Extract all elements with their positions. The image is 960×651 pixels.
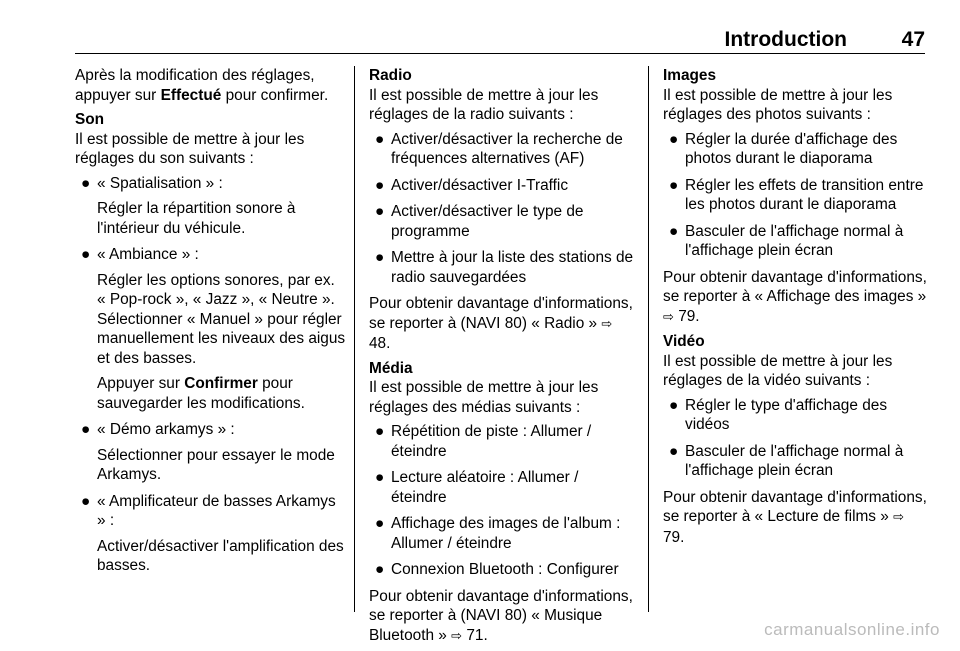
images-heading: Images xyxy=(663,67,717,84)
images-text: Il est possible de mettre à jour les réglages des photos suivants : xyxy=(663,86,893,123)
list-item: ● Activer/désactiver la recherche de fréquences alternatives (AF) xyxy=(375,130,623,167)
list-item: ● Lecture aléatoire : Allumer / éteindre xyxy=(375,469,579,506)
media-heading: Média xyxy=(369,359,413,377)
video-heading: Vidéo xyxy=(663,333,705,350)
bullet-icon: ● xyxy=(669,396,679,414)
list-item: ● Basculer de l'affichage normal à l'affichage plein écran xyxy=(669,222,904,259)
images-section xyxy=(663,66,929,125)
confirmer-label: Confirmer xyxy=(184,375,258,392)
media-text: Il est possible de mettre à jour les réglages des médias suivants : xyxy=(369,379,599,416)
media-list xyxy=(369,422,635,580)
list-item: ● « Démo arkamys » : Sélectionner pour essayer le mode Arkamys. xyxy=(81,421,335,483)
page-ref-number: 79. xyxy=(678,307,700,325)
list-item: ● « Spatialisation » : Régler la répartition sonore à l'intérieur du véhicule. xyxy=(81,174,296,237)
bullet-icon: ● xyxy=(81,174,91,192)
page-ref-number: 71. xyxy=(466,626,488,644)
list-item: ● Régler la durée d'affichage des photos durant le diaporama xyxy=(669,130,898,167)
bullet-icon: ● xyxy=(375,469,385,486)
list-item: ● Mettre à jour la liste des stations de radio sauvegardées xyxy=(375,249,634,286)
bullet-icon: ● xyxy=(375,176,385,194)
bullet-icon: ● xyxy=(375,203,385,220)
column-divider xyxy=(648,66,649,612)
bullet-icon: ● xyxy=(375,130,385,148)
column-divider xyxy=(354,66,355,612)
images-reference: Pour obtenir davantage d'informations, se reporter à « Affichage des images » ⇨ 79. xyxy=(663,268,927,325)
son-section xyxy=(75,110,347,169)
list-item: ● Activer/désactiver le type de programme xyxy=(375,203,584,240)
bullet-icon: ● xyxy=(669,176,679,194)
list-item: ● Basculer de l'affichage normal à l'affichage plein écran xyxy=(669,442,904,479)
page-ref-icon: ⇨ xyxy=(893,510,905,525)
page-ref-number: 79. xyxy=(663,528,685,546)
effectue-label: Effectué xyxy=(160,86,222,104)
list-item: ● Régler les effets de transition entre les photos durant le diaporama xyxy=(669,176,924,213)
list-item: ● Répétition de piste : Allumer / éteindre xyxy=(375,423,592,460)
page-ref-icon: ⇨ xyxy=(663,309,674,325)
bullet-icon: ● xyxy=(669,442,679,460)
bullet-icon: ● xyxy=(375,561,385,578)
bullet-icon: ● xyxy=(81,421,91,438)
radio-reference: Pour obtenir davantage d'informations, se reporter à (NAVI 80) « Radio » ⇨ 48. xyxy=(369,295,633,352)
list-item: ● « Ambiance » : Régler les options sonores, par ex. « Pop-rock », « Jazz », « Neutre ». Sélectionner « Manuel » pour régler manuellement les niveaux des aigus et des basses. Appuyer sur Confirmer pour sauvegarder les modifications. xyxy=(81,246,346,412)
bullet-icon: ● xyxy=(669,130,679,148)
media-reference: Pour obtenir davantage d'informations, se reporter à (NAVI 80) « Musique Bluetooth » ⇨ 71. xyxy=(369,587,633,644)
media-section xyxy=(369,359,635,418)
son-heading: Son xyxy=(75,111,105,128)
radio-heading: Radio xyxy=(369,67,412,84)
video-section xyxy=(663,332,929,391)
page-ref-number: 48. xyxy=(369,335,391,352)
son-text: Il est possible de mettre à jour les réglages du son suivants : xyxy=(75,130,305,167)
page-ref-icon: ⇨ xyxy=(451,628,463,644)
video-text: Il est possible de mettre à jour les réglages de la vidéo suivants : xyxy=(663,352,893,389)
video-reference: Pour obtenir davantage d'informations, se reporter à « Lecture de films » ⇨ 79. xyxy=(663,488,927,546)
column-radio-media xyxy=(369,66,635,651)
section-title: Introduction xyxy=(724,28,847,51)
list-item: ● Activer/désactiver I-Traffic xyxy=(375,176,569,194)
bullet-icon: ● xyxy=(81,246,91,263)
list-item: ● Régler le type d'affichage des vidéos xyxy=(669,396,888,433)
list-item: ● « Amplificateur de basses Arkamys » : Activer/désactiver l'amplification des basses. xyxy=(81,492,344,574)
intro-paragraph: Après la modification des réglages, appuyer sur Effectué pour confirmer. xyxy=(75,67,329,104)
list-item: ● Connexion Bluetooth : Configurer xyxy=(375,561,619,578)
radio-list xyxy=(369,130,635,288)
radio-text: Il est possible de mettre à jour les réglages de la radio suivants : xyxy=(369,86,599,123)
bullet-icon: ● xyxy=(669,222,679,240)
radio-section xyxy=(369,66,635,125)
page-number: 47 xyxy=(901,28,925,51)
page-header xyxy=(75,26,925,54)
column-son xyxy=(75,66,347,583)
header-rule xyxy=(75,53,925,54)
column-images-video xyxy=(663,66,929,552)
images-list xyxy=(663,130,929,261)
watermark: carmanualsonline.info xyxy=(764,620,940,639)
list-item: ● Affichage des images de l'album : Allumer / éteindre xyxy=(375,515,621,552)
son-list xyxy=(75,174,347,576)
bullet-icon: ● xyxy=(81,492,91,510)
video-list xyxy=(663,396,929,481)
page-ref-icon: ⇨ xyxy=(601,316,613,332)
bullet-icon: ● xyxy=(375,515,385,532)
bullet-icon: ● xyxy=(375,423,385,440)
bullet-icon: ● xyxy=(375,249,385,266)
